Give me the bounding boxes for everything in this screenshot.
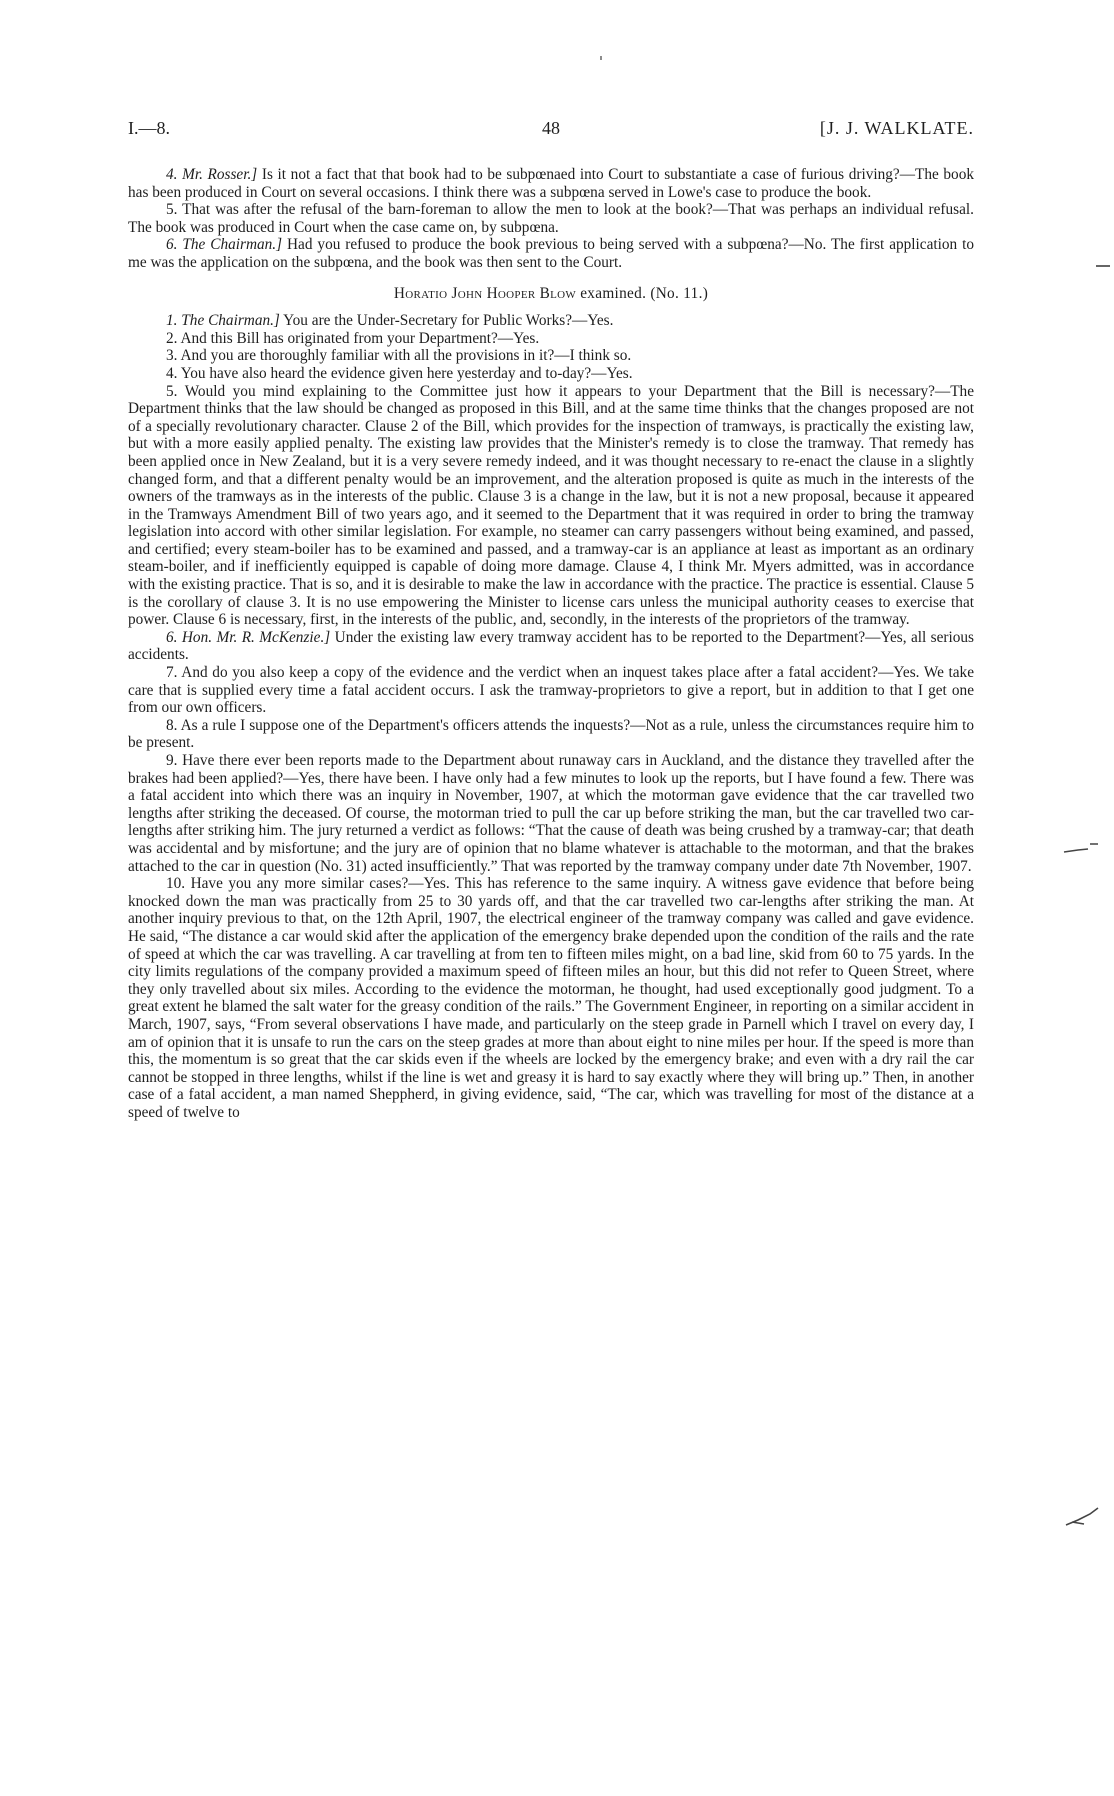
margin-squiggle-mark [1066, 1508, 1098, 1525]
witness-running-head: [J. J. WALKLATE. [819, 118, 974, 138]
evidence-text [128, 166, 974, 1121]
paragraph-text: 5. That was after the refusal of the barn-foreman to allow the men to look at the book?—That was perhaps an individual refusal. The book was produced in Court when the case came on, by subpœna. [128, 201, 974, 236]
paragraph-text: Is it not a fact that that book had to be subpœnaed into Court to substantiate a case of furious driving?—The book has been produced in Court on several occasions. I think there was a subpœna served in Lowe's case to produce the book. [128, 166, 975, 201]
paragraph-text: You are the Under-Secretary for Public Works?—Yes. [279, 312, 614, 330]
question-paragraph [128, 330, 974, 348]
speaker-label: 1. The Chairman.] [166, 312, 280, 330]
paragraph-text: 9. Have there ever been reports made to the Department about runaway cars in Auckland, and the distance they travelled after the brakes had been applied?—Yes, there have been. I have only had a few minutes to look up the reports, but I have found a few. There was a fatal accident into which there was an inquiry in November, 1907, at which the motorman gave evidence that the car travelled two lengths after striking the deceased. Of course, the motorman tried to pull the car up before striking the man, but the car travelled two car-lengths after striking him. The jury returned a verdict as follows: “That the cause of death was being crushed by a tramway-car; that death was accidental and by misfortune; and the jury are of opinion that no blame whatever is attachable to the motorman, and that the brakes attached to the car in question (No. 31) acted insufficiently.” That was reported by the tramway company under date 7th November, 1907. [128, 752, 974, 875]
question-paragraph [128, 201, 974, 236]
paragraph-text: 3. And you are thoroughly familiar with all the provisions in it?—I think so. [166, 347, 632, 365]
question-paragraph [128, 312, 974, 330]
witness-heading-rest: examined. (No. 11.) [576, 284, 709, 302]
speaker-label: 6. Hon. Mr. R. McKenzie.] [166, 628, 331, 646]
question-paragraph [128, 629, 974, 664]
speaker-label: 4. Mr. Rosser.] [166, 166, 258, 183]
margin-squiggle-mark [1064, 844, 1098, 852]
paragraph-text: Had you refused to produce the book previous to being served with a subpœna?—No. The first application to me was the application on the subpœna, and the book was then sent to the Court. [128, 236, 975, 271]
question-paragraph [128, 875, 974, 1121]
paragraph-text: 5. Would you mind explaining to the Committee just how it appears to your Department that the Bill is necessary?—The Department thinks that the law should be changed as proposed in this Bill, and at the same time thinks that the changes proposed are not of a specially revolutionary character. Clause 2 of the Bill, which provides for the inspection of tramways, is practically the existing law, but with a more easily applied penalty. The existing law provides that the Minister's remedy is to close the tramway. That remedy has been applied once in New Zealand, but it is a very severe remedy indeed, and it was thought necessary to re-enact the clause in a slightly changed form, and that a different penalty would be an improvement, and the alteration proposed is quite as much in the interests of the owners of the tramways as in the interests of the public. Clause 3 is a change in the law, but it is not a new proposal, because it appeared in the Tramways Amendment Bill of two years ago, and it seemed to the Department that it was required in order to bring the tramway legislation into accord with other similar legislation. For example, no steamer can carry passengers without being examined, and passed, and certified; every steam-boiler has to be examined and passed, and a tramway-car is an appliance at least as important as an ordinary steam-boiler, and if inefficiently equipped is capable of doing more damage. Clause 4, I think Mr. Myers admitted, was in accordance with the existing practice. That is so, and it is desirable to make the law in accordance with the practice. The practice is essential. Clause 5 is the corollary of clause 3. It is no use empowering the Minister to license cars unless the municipal authority ceases to exercise that power. Clause 6 is necessary, first, in the interests of the public, and, secondly, in the interests of the proprietors of the tramway. [128, 382, 975, 629]
paragraph-text: 2. And this Bill has originated from your Department?—Yes. [166, 329, 540, 347]
speaker-label: 6. The Chairman.] [166, 236, 283, 254]
previous-witness-section [128, 166, 974, 272]
paragraph-text: 7. And do you also keep a copy of the evidence and the verdict when an inquest takes place after a fatal accident?—Yes. We take care that is supplied every time a fatal accident occurs. I ask the tramway-proprietors to give a report, but in addition to that I get one from our own officers. [128, 664, 974, 717]
witness-evidence-section [128, 312, 974, 1121]
question-paragraph [128, 752, 974, 875]
question-paragraph [128, 236, 974, 271]
question-paragraph [128, 664, 974, 717]
question-paragraph [128, 383, 974, 629]
paragraph-text: Under the existing law every tramway accident has to be reported to the Department?—Yes, all serious accidents. [128, 628, 975, 664]
paragraph-text: 10. Have you any more similar cases?—Yes. This has reference to the same inquiry. A witness gave evidence that before being knocked down the man was practically from 25 to 30 yards off, and that the car travelled two car-lengths after striking the man. At another inquiry previous to that, on the 12th April, 1907, the electrical engineer of the tramway company was called and gave evidence. He said, “The distance a car would skid after the application of the emergency brake depended upon the condition of the rails and the rate of speed at which the car was travelling. A car travelling at from ten to fifteen miles might, on a bad line, skid from 60 to 75 yards. In the city limits regulations of the company provided a maximum speed of fifteen miles an hour, but this did not refer to Queen Street, where they only travelled about six miles. According to the evidence the motorman, he thought, had used exceptionally good judgment. To a great extent he blamed the salt water for the greasy condition of the rails.” The Government Engineer, in reporting on a similar accident in March, 1907, says, “From several observations I have made, and particularly on the steep grade in Parnell which I travel on every day, I am of opinion that it is unsafe to run the cars on the steep grades at more than about eight to nine miles per hour. If the speed is more than this, the momentum is so great that the car skids even if the wheels are locked by the emergency brake; and even with a dry rail the car cannot be stopped in three lengths, whilst if the line is wet and greasy it is hard to say exactly where they will bring up.” Then, in another case of a fatal accident, a man named Sheppherd, in giving evidence, said, “The car, which was travelling for most of the distance at a speed of twelve to [128, 875, 974, 1121]
question-paragraph [128, 166, 974, 201]
page-header [128, 118, 974, 142]
paper-reference: I.—8. [128, 118, 170, 138]
witness-heading [128, 285, 974, 303]
question-paragraph [128, 365, 974, 383]
paragraph-text: 8. As a rule I suppose one of the Department's officers attends the inquests?—Not as a rule, unless the circumstances require him to be present. [128, 716, 974, 752]
question-paragraph [128, 717, 974, 752]
page-number: 48 [542, 118, 560, 138]
question-paragraph [128, 347, 974, 365]
paragraph-text: 4. You have also heard the evidence given here yesterday and to-day?—Yes. [166, 364, 633, 382]
witness-name: Horatio John Hooper Blow [393, 284, 577, 302]
